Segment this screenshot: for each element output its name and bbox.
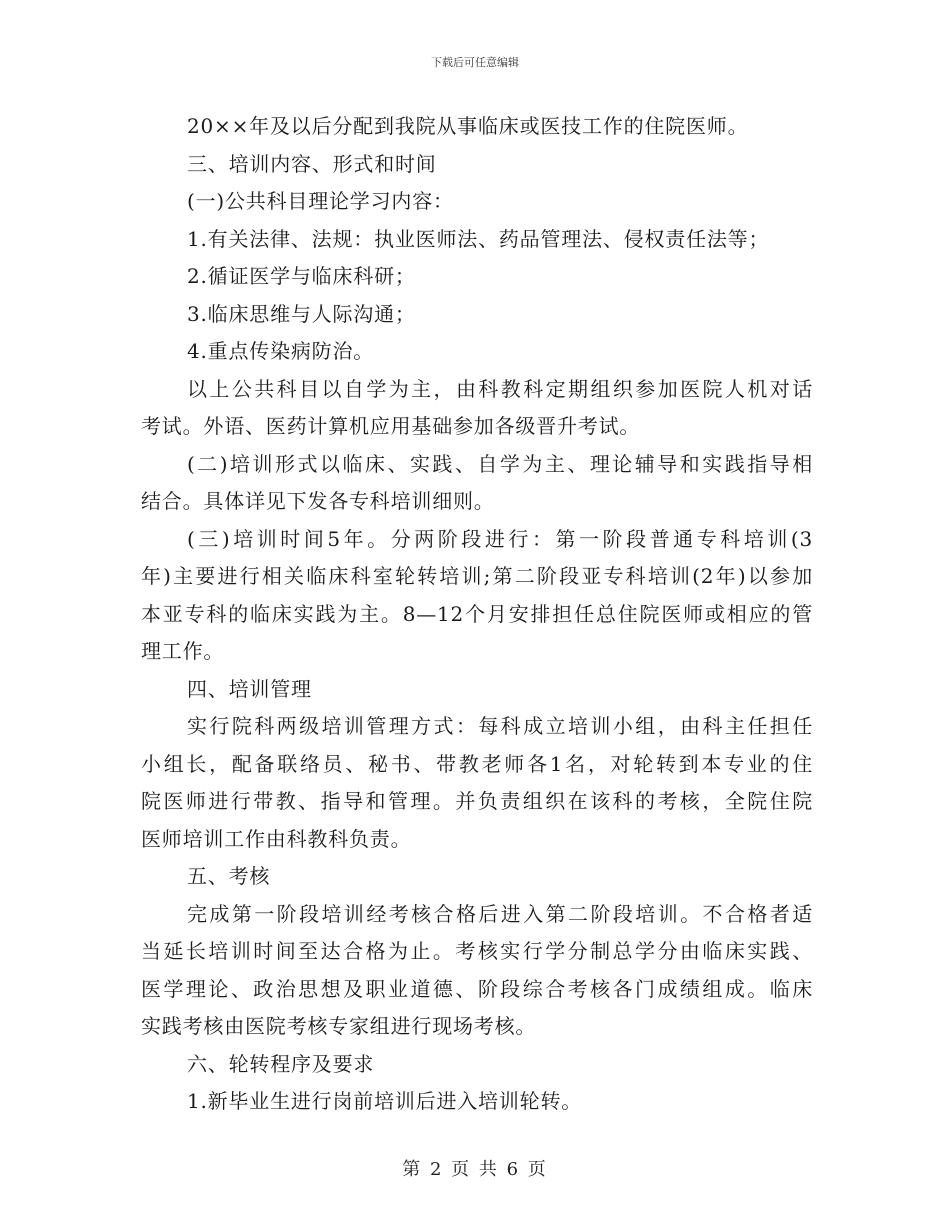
document-body <box>141 108 813 1121</box>
text-line: 实践考核由医院考核专家组进行现场考核。 <box>141 1014 537 1038</box>
text-line: 以上公共科目以自学为主，由科教科定期组织参加医院人机对话 <box>187 376 813 401</box>
text-line: (三)培训时间5年。分两阶段进行：第一阶段普通专科培训(3 <box>187 526 813 551</box>
text-line: 1.新毕业生进行岗前培训后进入培训轮转。 <box>187 1089 583 1113</box>
text-line: 当延长培训时间至达合格为止。考核实行学分制总学分由临床实践、 <box>141 939 813 963</box>
text-line: 20××年及以后分配到我院从事临床或医技工作的住院医师。 <box>187 114 749 138</box>
text-line: 考试。外语、医药计算机应用基础参加各级晋升考试。 <box>141 414 641 438</box>
page-header-note: 下载后可任意编辑 <box>431 56 519 69</box>
text-line: 年)主要进行相关临床科室轮转培训;第二阶段亚专科培训(2年)以参加 <box>141 564 813 588</box>
text-line: 实行院科两级培训管理方式：每科成立培训小组，由科主任担任 <box>187 714 813 738</box>
text-line: 院医师进行带教、指导和管理。并负责组织在该科的考核，全院住院 <box>141 789 813 813</box>
text-line: (一)公共科目理论学习内容： <box>187 189 454 213</box>
text-line: 理工作。 <box>141 639 225 663</box>
text-line: (二)培训形式以临床、实践、自学为主、理论辅导和实践指导相 <box>187 451 813 476</box>
text-line: 4.重点传染病防治。 <box>187 339 375 363</box>
text-line: 完成第一阶段培训经考核合格后进入第二阶段培训。不合格者适 <box>187 901 813 926</box>
text-line: 1.有关法律、法规：执业医师法、药品管理法、侵权责任法等； <box>187 226 770 251</box>
text-line: 小组长，配备联络员、秘书、带教老师各1名，对轮转到本专业的住 <box>141 751 813 776</box>
text-line: 3.临床思维与人际沟通； <box>187 301 416 326</box>
text-line: 本亚专科的临床实践为主。8—12个月安排担任总住院医师或相应的管 <box>141 601 813 626</box>
text-line: 四、培训管理 <box>187 676 312 701</box>
text-line: 结合。具体详见下发各专科培训细则。 <box>141 489 495 513</box>
text-line: 医学理论、政治思想及职业道德、阶段综合考核各门成绩组成。临床 <box>141 976 813 1001</box>
text-line: 六、轮转程序及要求 <box>187 1051 375 1076</box>
page-number: 第 2 页 共 6 页 <box>402 1159 548 1180</box>
text-line: 三、培训内容、形式和时间 <box>187 151 437 176</box>
text-line: 医师培训工作由科教科负责。 <box>141 826 412 851</box>
text-line: 2.循证医学与临床科研； <box>187 264 416 288</box>
text-line: 五、考核 <box>187 864 271 888</box>
